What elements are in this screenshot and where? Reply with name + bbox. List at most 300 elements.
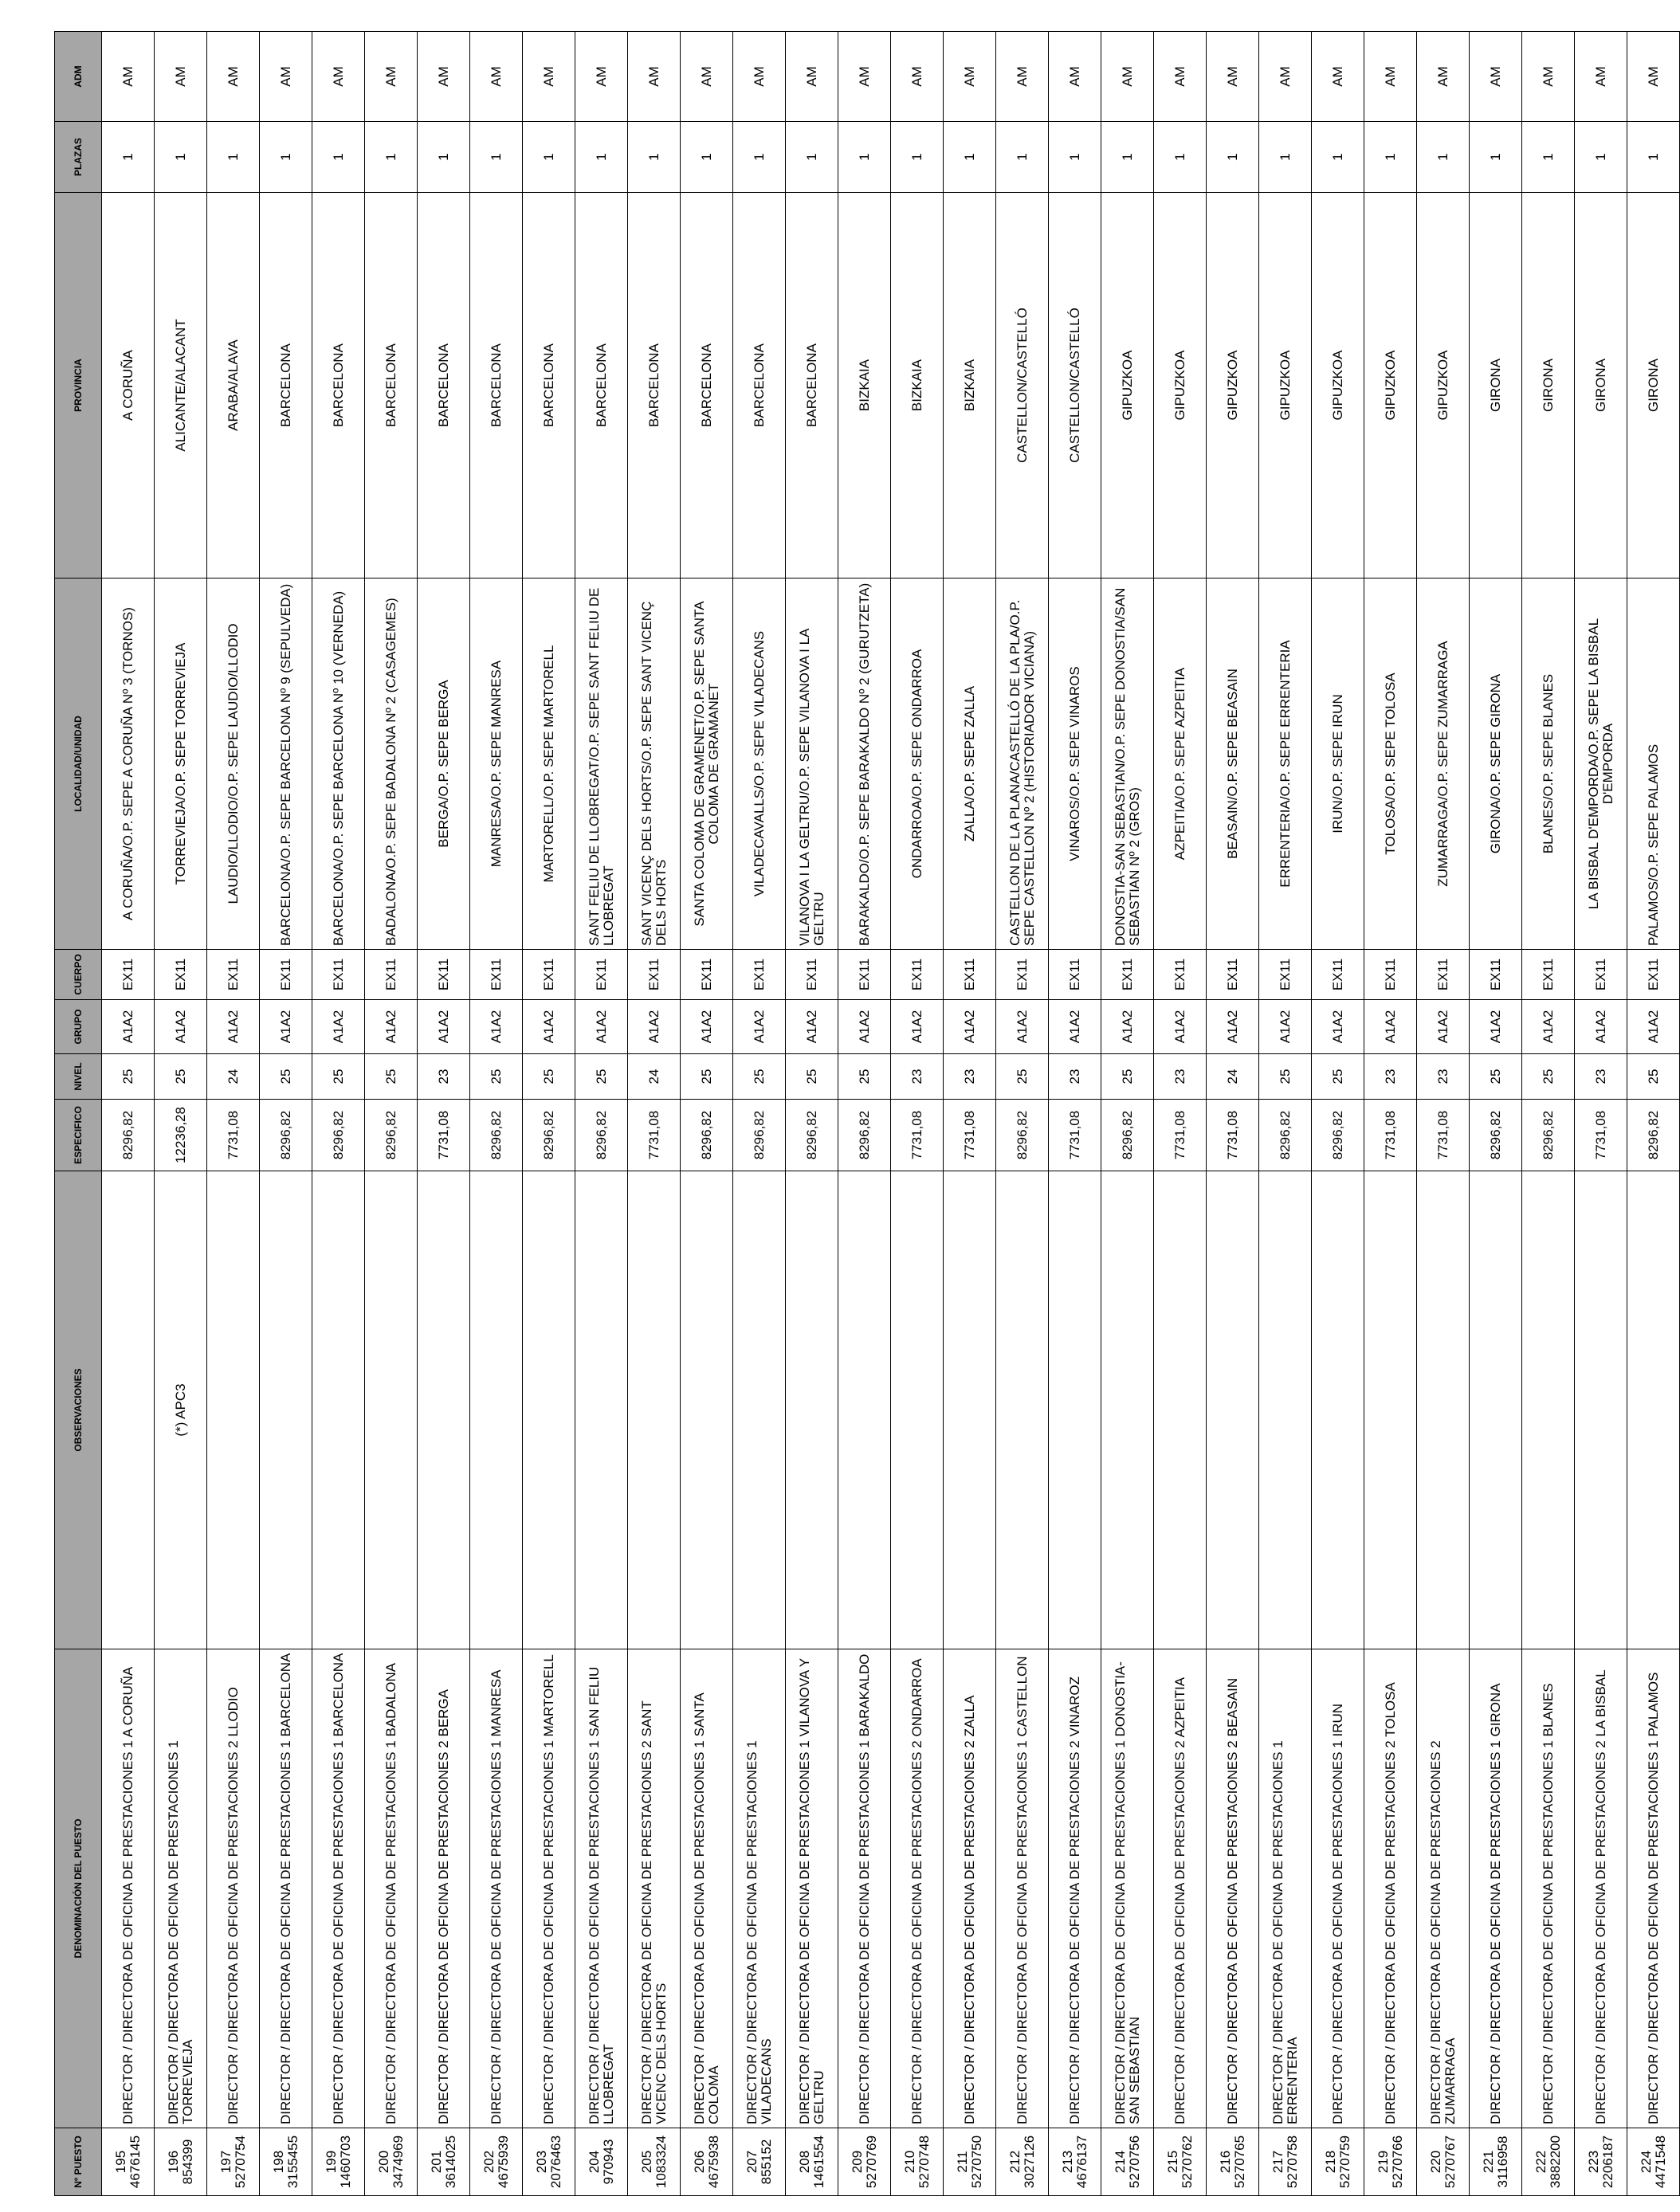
cell-den: DIRECTOR / DIRECTORA DE OFICINA DE PRESTACIONES 1 BARAKALDO [838,1649,891,2128]
cell-pla: 1 [312,122,365,193]
cell-pla: 1 [365,122,418,193]
cell-gru: A1A2 [207,1000,260,1054]
cell-den: DIRECTOR / DIRECTORA DE OFICINA DE PRESTACIONES 1 PALAMOS [1627,1649,1680,2128]
cell-num [1522,2128,1575,2196]
cell-obs [838,1171,891,1649]
table-row [1417,32,1470,2196]
cell-loc: BARAKALDO/O.P. SEPE BARAKALDO Nº 2 (GURUTZETA) [838,578,891,950]
cell-den: DIRECTOR / DIRECTORA DE OFICINA DE PRESTACIONES 1 MANRESA [470,1649,523,2128]
cell-pro: BIZKAIA [838,193,891,578]
cell-den: DIRECTOR / DIRECTORA DE OFICINA DE PRESTACIONES 1 ERRENTERIA [1259,1649,1312,2128]
cell-pla: 1 [1101,122,1154,193]
header-adm: ADM [55,32,102,122]
row-number: 217 [1270,2150,1286,2174]
cell-gru: A1A2 [1312,1000,1364,1054]
table-row [207,32,260,2196]
cell-obs [681,1171,733,1649]
cell-adm: AM [1364,32,1417,122]
cell-obs [1259,1171,1312,1649]
table-row [1364,32,1417,2196]
table-row [102,32,155,2196]
row-number: 201 [428,2150,444,2174]
cell-niv: 25 [996,1054,1049,1100]
cell-pro: BARCELONA [628,193,681,578]
row-code: 5270769 [863,2135,879,2189]
cell-num [838,2128,891,2196]
cell-cue: EX11 [996,950,1049,1000]
cell-esp: 8296,82 [470,1100,523,1171]
row-code: 1461554 [811,2135,826,2189]
cell-gru: A1A2 [786,1000,838,1054]
cell-pla: 1 [1470,122,1522,193]
cell-pla: 1 [1207,122,1259,193]
cell-obs [733,1171,786,1649]
cell-gru: A1A2 [733,1000,786,1054]
cell-obs [1312,1171,1364,1649]
header-den: DENOMINACIÓN DEL PUESTO [55,1649,102,2128]
cell-num [996,2128,1049,2196]
cell-esp: 7731,08 [1049,1100,1101,1171]
cell-obs [891,1171,944,1649]
cell-loc: A CORUÑA/O.P. SEPE A CORUÑA Nº 3 (TORNOS) [102,578,155,950]
cell-pro: A CORUÑA [102,193,155,578]
row-code: 5270758 [1284,2135,1300,2189]
cell-num [312,2128,365,2196]
row-code: 3027126 [1021,2135,1037,2189]
cell-den: DIRECTOR / DIRECTORA DE OFICINA DE PRESTACIONES 1 IRUN [1312,1649,1364,2128]
cell-gru: A1A2 [1470,1000,1522,1054]
cell-adm: AM [838,32,891,122]
table-row [1312,32,1364,2196]
cell-adm: AM [418,32,470,122]
cell-cue: EX11 [891,950,944,1000]
cell-pro: GIPUZKOA [1312,193,1364,578]
cell-cue: EX11 [1154,950,1207,1000]
cell-gru: A1A2 [470,1000,523,1054]
cell-pro: BARCELONA [418,193,470,578]
cell-niv: 25 [102,1054,155,1100]
cell-den: DIRECTOR / DIRECTORA DE OFICINA DE PRESTACIONES 2 VINAROZ [1049,1649,1101,2128]
cell-loc: VILADECAVALLS/O.P. SEPE VILADECANS [733,578,786,950]
cell-loc: GIRONA/O.P. SEPE GIRONA [1470,578,1522,950]
cell-den: DIRECTOR / DIRECTORA DE OFICINA DE PRESTACIONES 2 ZALLA [944,1649,996,2128]
cell-adm: AM [102,32,155,122]
header-loc: LOCALIDAD/UNIDAD [55,578,102,950]
table-row [1575,32,1627,2196]
cell-niv: 23 [944,1054,996,1100]
table-row [891,32,944,2196]
cell-esp: 8296,82 [1259,1100,1312,1171]
table-row [681,32,733,2196]
row-code: 4676145 [127,2135,143,2189]
cell-pla: 1 [1154,122,1207,193]
cell-pro: CASTELLON/CASTELLÓ [1049,193,1101,578]
cell-esp: 8296,82 [523,1100,575,1171]
cell-gru: A1A2 [155,1000,207,1054]
cell-adm: AM [1470,32,1522,122]
cell-obs [365,1171,418,1649]
cell-obs [1575,1171,1627,1649]
cell-cue: EX11 [786,950,838,1000]
cell-esp: 7731,08 [1207,1100,1259,1171]
cell-den: DIRECTOR / DIRECTORA DE OFICINA DE PRESTACIONES 1 BLANES [1522,1649,1575,2128]
cell-adm: AM [365,32,418,122]
cell-num [155,2128,207,2196]
cell-pla: 1 [1259,122,1312,193]
table-row [1627,32,1680,2196]
table-row [996,32,1049,2196]
row-code: 5270756 [1126,2135,1142,2189]
row-number: 207 [744,2150,760,2174]
row-code: 3474969 [390,2135,406,2189]
cell-obs [1207,1171,1259,1649]
cell-pla: 1 [575,122,628,193]
cell-obs [1101,1171,1154,1649]
table-row [1470,32,1522,2196]
cell-adm: AM [470,32,523,122]
cell-num [1312,2128,1364,2196]
cell-niv: 25 [1101,1054,1154,1100]
row-number: 198 [270,2150,286,2174]
cell-cue: EX11 [102,950,155,1000]
cell-gru: A1A2 [312,1000,365,1054]
row-number: 211 [954,2151,970,2173]
cell-gru: A1A2 [1207,1000,1259,1054]
cell-niv: 25 [1522,1054,1575,1100]
cell-pro: GIRONA [1470,193,1522,578]
cell-pro: BARCELONA [365,193,418,578]
cell-den: DIRECTOR / DIRECTORA DE OFICINA DE PRESTACIONES 2 BERGA [418,1649,470,2128]
cell-obs [1627,1171,1680,1649]
cell-adm: AM [1312,32,1364,122]
cell-gru: A1A2 [1259,1000,1312,1054]
header-row [55,32,102,2196]
cell-obs [575,1171,628,1649]
cell-gru: A1A2 [1364,1000,1417,1054]
row-number: 218 [1322,2150,1338,2174]
cell-adm: AM [1154,32,1207,122]
cell-pro: BARCELONA [575,193,628,578]
cell-obs [944,1171,996,1649]
cell-pro: GIRONA [1627,193,1680,578]
header-num: Nº PUESTO [55,2128,102,2196]
cell-loc: LAUDIO/LLODIO/O.P. SEPE LAUDIO/LLODIO [207,578,260,950]
cell-obs [996,1171,1049,1649]
cell-loc: CASTELLON DE LA PLANA/CASTELLÓ DE LA PLA/O.P. SEPE CASTELLON Nº 2 (HISTORIADOR VICIANA) [996,578,1049,950]
cell-adm: AM [1575,32,1627,122]
row-code: 5270767 [1442,2135,1458,2189]
cell-den: DIRECTOR / DIRECTORA DE OFICINA DE PRESTACIONES 1 BADALONA [365,1649,418,2128]
row-code: 5270765 [1231,2135,1247,2189]
cell-niv: 25 [155,1054,207,1100]
cell-den: DIRECTOR / DIRECTORA DE OFICINA DE PRESTACIONES 2 ONDARROA [891,1649,944,2128]
row-number: 214 [1112,2150,1128,2174]
cell-loc: ONDARROA/O.P. SEPE ONDARROA [891,578,944,950]
cell-cue: EX11 [944,950,996,1000]
row-number: 208 [796,2150,812,2174]
cell-esp: 7731,08 [1575,1100,1627,1171]
cell-niv: 25 [312,1054,365,1100]
table-row [838,32,891,2196]
cell-adm: AM [260,32,312,122]
cell-gru: A1A2 [1522,1000,1575,1054]
cell-pro: GIPUZKOA [1207,193,1259,578]
cell-niv: 25 [681,1054,733,1100]
cell-pro: BARCELONA [733,193,786,578]
cell-loc: SANT VICENÇ DELS HORTS/O.P. SEPE SANT VICENÇ DELS HORTS [628,578,681,950]
cell-den: DIRECTOR / DIRECTORA DE OFICINA DE PRESTACIONES 1 SANTA COLOMA [681,1649,733,2128]
header-pro: PROVINCIA [55,193,102,578]
cell-den: DIRECTOR / DIRECTORA DE OFICINA DE PRESTACIONES 1 CASTELLON [996,1649,1049,2128]
cell-loc: LA BISBAL D'EMPORDA/O.P. SEPE LA BISBAL D'EMPORDA [1575,578,1627,950]
cell-num [1470,2128,1522,2196]
cell-den: DIRECTOR / DIRECTORA DE OFICINA DE PRESTACIONES 2 LLODIO [207,1649,260,2128]
cell-loc: VILANOVA I LA GELTRU/O.P. SEPE VILANOVA I LA GELTRU [786,578,838,950]
cell-den: DIRECTOR / DIRECTORA DE OFICINA DE PRESTACIONES 1 SAN FELIU LLOBREGAT [575,1649,628,2128]
row-code: 3116958 [1494,2136,1510,2188]
cell-den: DIRECTOR / DIRECTORA DE OFICINA DE PRESTACIONES 1 MARTORELL [523,1649,575,2128]
cell-obs [207,1171,260,1649]
row-code: 4675938 [705,2135,721,2189]
cell-esp: 8296,82 [681,1100,733,1171]
cell-niv: 24 [1207,1054,1259,1100]
cell-pro: GIPUZKOA [1259,193,1312,578]
cell-pla: 1 [996,122,1049,193]
cell-niv: 25 [838,1054,891,1100]
cell-pro: BARCELONA [523,193,575,578]
cell-adm: AM [1207,32,1259,122]
cell-adm: AM [1522,32,1575,122]
cell-den: DIRECTOR / DIRECTORA DE OFICINA DE PRESTACIONES 1 VILADECANS [733,1649,786,2128]
cell-pla: 1 [1575,122,1627,193]
row-number: 204 [586,2150,602,2174]
cell-loc: BADALONA/O.P. SEPE BADALONA Nº 2 (CASAGEMES) [365,578,418,950]
table-row [1522,32,1575,2196]
cell-obs [1522,1171,1575,1649]
cell-loc: BEASAIN/O.P. SEPE BEASAIN [1207,578,1259,950]
row-code: 2076463 [548,2135,563,2189]
row-number: 223 [1585,2150,1601,2174]
table-row [1049,32,1101,2196]
cell-esp: 7731,08 [891,1100,944,1171]
cell-gru: A1A2 [838,1000,891,1054]
cell-gru: A1A2 [891,1000,944,1054]
cell-adm: AM [575,32,628,122]
cell-esp: 8296,82 [575,1100,628,1171]
cell-pla: 1 [523,122,575,193]
cell-cue: EX11 [1417,950,1470,1000]
cell-num [628,2128,681,2196]
table-row [155,32,207,2196]
table-body [102,32,1680,2196]
cell-num [786,2128,838,2196]
cell-gru: A1A2 [418,1000,470,1054]
cell-loc: ERRENTERIA/O.P. SEPE ERRENTERIA [1259,578,1312,950]
cell-obs [1470,1171,1522,1649]
table-row [1154,32,1207,2196]
table-row [628,32,681,2196]
cell-pla: 1 [470,122,523,193]
cell-adm: AM [155,32,207,122]
cell-niv: 25 [523,1054,575,1100]
positions-table [54,31,1680,2196]
cell-cue: EX11 [1522,950,1575,1000]
cell-obs [1417,1171,1470,1649]
cell-niv: 23 [1049,1054,1101,1100]
cell-niv: 25 [1312,1054,1364,1100]
cell-esp: 8296,82 [1101,1100,1154,1171]
cell-pro: BIZKAIA [891,193,944,578]
cell-cue: EX11 [1312,950,1364,1000]
row-number: 203 [533,2150,549,2174]
cell-niv: 25 [575,1054,628,1100]
cell-esp: 7731,08 [944,1100,996,1171]
cell-niv: 25 [1259,1054,1312,1100]
cell-cue: EX11 [681,950,733,1000]
cell-esp: 8296,82 [996,1100,1049,1171]
cell-pro: BARCELONA [786,193,838,578]
cell-pla: 1 [786,122,838,193]
cell-pla: 1 [733,122,786,193]
cell-num [733,2128,786,2196]
row-code: 5270766 [1389,2135,1405,2189]
cell-gru: A1A2 [575,1000,628,1054]
row-number: 202 [481,2150,497,2174]
cell-esp: 8296,82 [838,1100,891,1171]
header-pla: PLAZAS [55,122,102,193]
cell-adm: AM [681,32,733,122]
cell-pla: 1 [681,122,733,193]
table-row [944,32,996,2196]
cell-adm: AM [628,32,681,122]
row-number: 215 [1164,2150,1180,2174]
row-code: 3882200 [1547,2135,1563,2189]
cell-num [944,2128,996,2196]
cell-gru: A1A2 [1627,1000,1680,1054]
cell-cue: EX11 [365,950,418,1000]
cell-den: DIRECTOR / DIRECTORA DE OFICINA DE PRESTACIONES 2 TOLOSA [1364,1649,1417,2128]
cell-pro: GIPUZKOA [1417,193,1470,578]
row-number: 199 [323,2150,339,2174]
cell-loc: BERGA/O.P. SEPE BERGA [418,578,470,950]
cell-obs [418,1171,470,1649]
cell-adm: AM [1101,32,1154,122]
cell-num [523,2128,575,2196]
cell-cue: EX11 [1207,950,1259,1000]
cell-num [1575,2128,1627,2196]
cell-obs: (*) APC3 [155,1171,207,1649]
cell-adm: AM [786,32,838,122]
cell-cue: EX11 [418,950,470,1000]
cell-num [1627,2128,1680,2196]
row-number: 222 [1533,2150,1549,2174]
cell-cue: EX11 [207,950,260,1000]
cell-pro: GIRONA [1575,193,1627,578]
cell-den: DIRECTOR / DIRECTORA DE OFICINA DE PRESTACIONES 2 BEASAIN [1207,1649,1259,2128]
cell-loc: SANTA COLOMA DE GRAMENET/O.P. SEPE SANTA COLOMA DE GRAMANET [681,578,733,950]
cell-loc: IRUN/O.P. SEPE IRUN [1312,578,1364,950]
header-gru: GRUPO [55,1000,102,1054]
cell-adm: AM [733,32,786,122]
cell-cue: EX11 [628,950,681,1000]
cell-esp: 8296,82 [1312,1100,1364,1171]
table-row [260,32,312,2196]
cell-cue: EX11 [838,950,891,1000]
cell-loc: ZUMARRAGA/O.P. SEPE ZUMARRAGA [1417,578,1470,950]
cell-pro: BIZKAIA [944,193,996,578]
row-number: 219 [1375,2150,1391,2174]
cell-cue: EX11 [1627,950,1680,1000]
cell-pro: ARABA/ALAVA [207,193,260,578]
row-number: 200 [375,2150,391,2174]
cell-pla: 1 [838,122,891,193]
row-number: 209 [849,2150,865,2174]
cell-niv: 25 [1627,1054,1680,1100]
cell-obs [1364,1171,1417,1649]
header-cue: CUERPO [55,950,102,1000]
cell-loc: SANT FELIU DE LLOBREGAT/O.P. SEPE SANT FELIU DE LLOBREGAT [575,578,628,950]
cell-niv: 25 [470,1054,523,1100]
cell-gru: A1A2 [1154,1000,1207,1054]
cell-esp: 8296,82 [312,1100,365,1171]
cell-cue: EX11 [1575,950,1627,1000]
cell-loc: BARCELONA/O.P. SEPE BARCELONA Nº 10 (VERNEDA) [312,578,365,950]
cell-loc: DONOSTIA-SAN SEBASTIAN/O.P. SEPE DONOSTIA/SAN SEBASTIAN Nº 2 (GROS) [1101,578,1154,950]
cell-obs [1154,1171,1207,1649]
cell-adm: AM [944,32,996,122]
cell-num [1259,2128,1312,2196]
cell-loc: PALAMOS/O.P. SEPE PALAMOS [1627,578,1680,950]
cell-num [260,2128,312,2196]
cell-cue: EX11 [470,950,523,1000]
cell-pla: 1 [1522,122,1575,193]
cell-pla: 1 [418,122,470,193]
cell-den: DIRECTOR / DIRECTORA DE OFICINA DE PRESTACIONES 2 ZUMARRAGA [1417,1649,1470,2128]
cell-niv: 23 [418,1054,470,1100]
cell-pla: 1 [155,122,207,193]
cell-num [207,2128,260,2196]
table-row [575,32,628,2196]
cell-loc: VINAROS/O.P. SEPE VINAROS [1049,578,1101,950]
cell-pro: GIPUZKOA [1364,193,1417,578]
row-number: 195 [112,2150,128,2174]
cell-pro: GIPUZKOA [1154,193,1207,578]
row-number: 212 [1007,2150,1023,2174]
table-row [786,32,838,2196]
table-row [470,32,523,2196]
header-niv: NIVEL [55,1054,102,1100]
cell-num [1207,2128,1259,2196]
cell-num [1101,2128,1154,2196]
header-obs: OBSERVACIONES [55,1171,102,1649]
cell-pla: 1 [1627,122,1680,193]
row-number: 216 [1217,2150,1233,2174]
row-code: 1460703 [337,2135,353,2189]
row-code: 5270748 [916,2135,932,2189]
row-code: 4675939 [495,2135,511,2189]
cell-pla: 1 [1312,122,1364,193]
row-code: 5270750 [968,2135,984,2189]
cell-pro: BARCELONA [470,193,523,578]
cell-niv: 23 [1154,1054,1207,1100]
cell-niv: 25 [260,1054,312,1100]
cell-cue: EX11 [523,950,575,1000]
cell-gru: A1A2 [365,1000,418,1054]
row-number: 210 [901,2150,917,2174]
cell-gru: A1A2 [260,1000,312,1054]
cell-obs [312,1171,365,1649]
row-code: 3614025 [442,2135,458,2189]
